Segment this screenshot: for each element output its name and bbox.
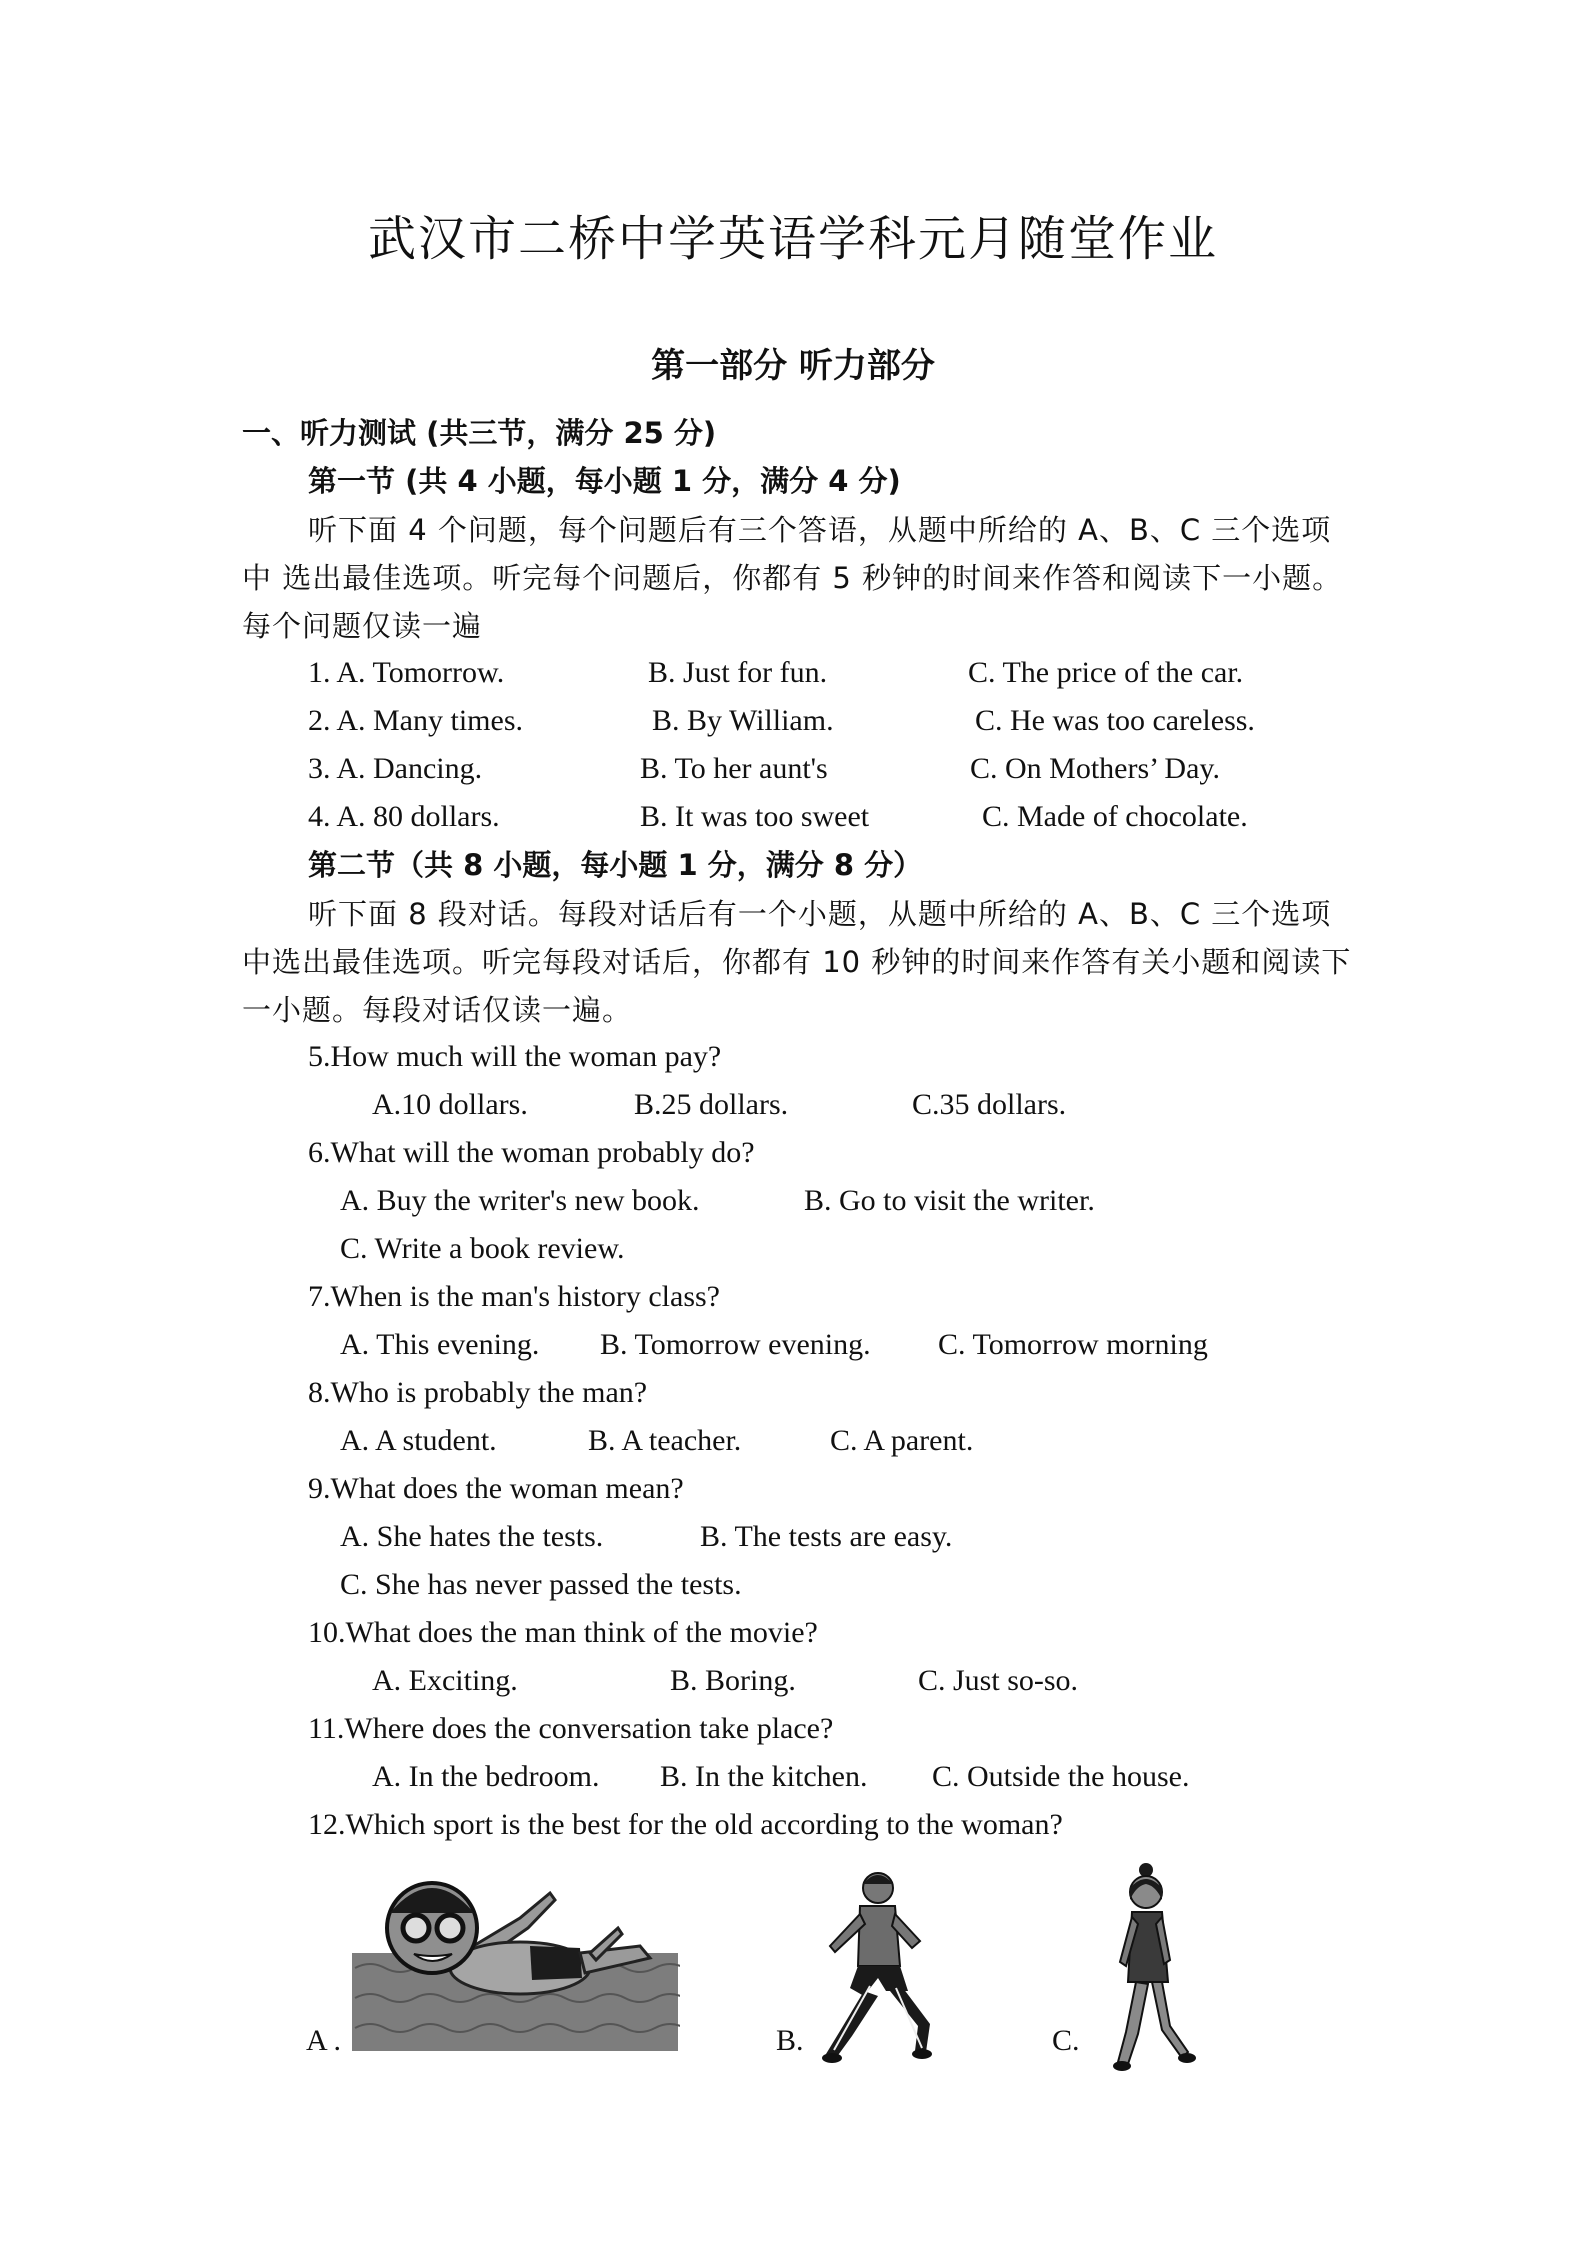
- q1-option-b: B. Just for fun.: [648, 656, 828, 689]
- q11-option-b: B. In the kitchen.: [660, 1760, 868, 1793]
- section1-instructions: 听下面 4 个问题，每个问题后有三个答语，从题中所给的 A、B、C 三个选项中 选出最佳选项。听完每个问题后，你都有 5 秒钟的时间来作答和阅读下一小题。 每个问题仅读一遍: [242, 513, 1343, 643]
- q6-option-b: B. Go to visit the writer.: [804, 1184, 1095, 1217]
- part-heading: 第一部分 听力部分: [651, 346, 935, 386]
- q12-option-a-label: A .: [306, 2024, 342, 2057]
- q5-option-c: C.35 dollars.: [912, 1088, 1067, 1121]
- q4-option-b: B. It was too sweet: [640, 800, 870, 833]
- q8-option-c: C. A parent.: [830, 1424, 974, 1457]
- q11-option-c: C. Outside the house.: [932, 1760, 1190, 1793]
- q9-option-a: A. She hates the tests.: [340, 1520, 604, 1553]
- q8-option-a: A. A student.: [340, 1424, 497, 1457]
- section1-subheading: 第一节 (共 4 小题，每小题 1 分，满分 4 分): [308, 464, 901, 498]
- q5-option-a: A.10 dollars.: [372, 1088, 528, 1121]
- q8-question: 8.Who is probably the man?: [308, 1376, 648, 1409]
- q9-option-b: B. The tests are easy.: [700, 1520, 953, 1553]
- q12-option-b-label: B.: [776, 2024, 804, 2057]
- q6-option-c: C. Write a book review.: [340, 1232, 625, 1265]
- q5-question: 5.How much will the woman pay?: [308, 1040, 722, 1073]
- q2-option-c: C. He was too careless.: [975, 704, 1255, 737]
- q6-option-a: A. Buy the writer's new book.: [340, 1184, 700, 1217]
- q11-option-a: A. In the bedroom.: [372, 1760, 600, 1793]
- q2-option-a: 2. A. Many times.: [308, 704, 523, 737]
- q1-option-c: C. The price of the car.: [968, 656, 1244, 689]
- walking-girl-illustration: [1090, 1862, 1200, 2082]
- q2-option-b: B. By William.: [652, 704, 834, 737]
- q3-option-b: B. To her aunt's: [640, 752, 828, 785]
- q12-option-c-label: C.: [1052, 2024, 1080, 2057]
- q12-question: 12.Which sport is the best for the old according to the woman?: [308, 1808, 1063, 1841]
- section-heading: 一、听力测试 (共三节，满分 25 分): [242, 416, 717, 450]
- q6-question: 6.What will the woman probably do?: [308, 1136, 755, 1169]
- q1-option-a: 1. A. Tomorrow.: [308, 656, 505, 689]
- page-title: 武汉市二桥中学英语学科元月随堂作业: [367, 211, 1218, 267]
- q8-option-b: B. A teacher.: [588, 1424, 742, 1457]
- q3-option-c: C. On Mothers’ Day.: [970, 752, 1220, 785]
- q5-option-b: B.25 dollars.: [634, 1088, 789, 1121]
- section2-subheading: 第二节（共 8 小题，每小题 1 分，满分 8 分）: [308, 848, 923, 882]
- q3-option-a: 3. A. Dancing.: [308, 752, 483, 785]
- q7-question: 7.When is the man's history class?: [308, 1280, 720, 1313]
- q10-option-a: A. Exciting.: [372, 1664, 518, 1697]
- section2-instructions: 听下面 8 段对话。每段对话后有一个小题，从题中所给的 A、B、C 三个选项中选出最佳选项。听完每段对话后，你都有 10 秒钟的时间来作答有关小题和阅读下一小题。每段对话仅读一遍。: [242, 897, 1352, 1027]
- q7-option-c: C. Tomorrow morning: [938, 1328, 1208, 1361]
- q9-question: 9.What does the woman mean?: [308, 1472, 684, 1505]
- q9-option-c: C. She has never passed the tests.: [340, 1568, 742, 1601]
- q4-option-a: 4. A. 80 dollars.: [308, 800, 500, 833]
- swimmer-illustration: [350, 1858, 680, 2053]
- q7-option-a: A. This evening.: [340, 1328, 540, 1361]
- q4-option-c: C. Made of chocolate.: [982, 800, 1248, 833]
- q11-question: 11.Where does the conversation take place?: [308, 1712, 834, 1745]
- runner-illustration: [800, 1866, 950, 2066]
- q10-option-b: B. Boring.: [670, 1664, 796, 1697]
- q10-question: 10.What does the man think of the movie?: [308, 1616, 818, 1649]
- q7-option-b: B. Tomorrow evening.: [600, 1328, 871, 1361]
- q10-option-c: C. Just so-so.: [918, 1664, 1079, 1697]
